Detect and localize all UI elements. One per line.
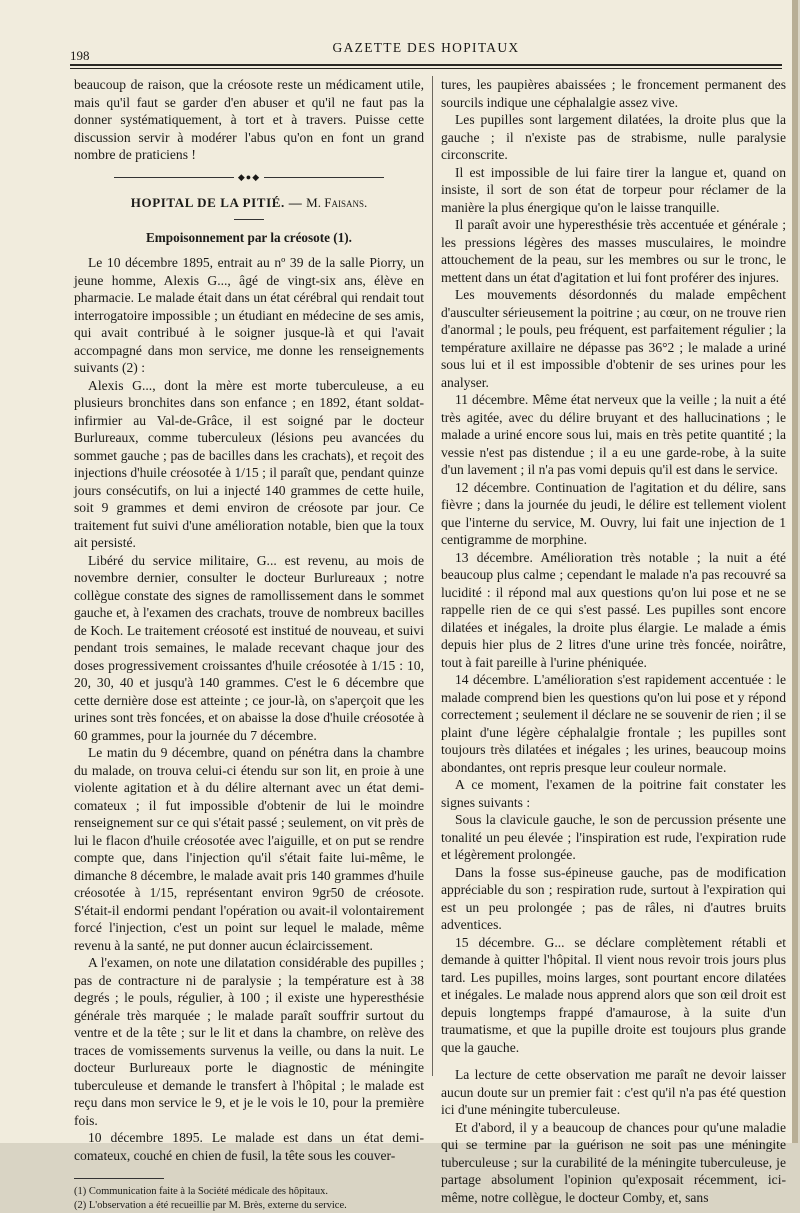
journal-title: GAZETTE DES HOPITAUX [332, 40, 520, 55]
hospital-heading [74, 194, 424, 212]
body-paragraph: 11 décembre. Même état nerveux que la veille ; la nuit a été très agitée, avec du délire bruyant et des hallucinations ; le malade a uriné encore sous lui, mais en très petite quantité ; la vessie n'est pas distendue ; il a eu une garde-robe, à la suite d'un lavement ; il n'a pas vomi depuis qu'il est dans le service. [441, 392, 786, 477]
body-paragraph: 15 décembre. G... se déclare complètement rétabli et demande à quitter l'hôpital. Il vient nous revoir trois jours plus tard. Les pupilles, moins larges, sont pourtant encore dilatées et inégales. Le malade nous apprend alors que son œil droit est depuis longtemps frappé d'amaurose, à la suite d'un traumatisme, et que la pupille droite est toujours plus grande que la gauche. [441, 934, 786, 1055]
body-paragraph: A ce moment, l'examen de la poitrine fait constater les signes suivants : [441, 777, 786, 810]
body-paragraph: Le matin du 9 décembre, quand on pénétra dans la chambre du malade, on trouva celui-ci étendu sur son lit, en proie à une violente agitation et à du délire alternant avec un état demi-comateux ; il fut impossible d'obtenir de lui le moindre renseignement sur ce qui s'était passé ; seulement, on vit près de lui le flacon d'huile créosotée avec l'aiguille, et on put se rendre compte que, dans l'injection qu'il s'était faite lui-même, le dimanche 8 décembre, le malade avait pris 140 grammes d'huile créosotée à 1/15, représentant environ 9gr50 de créosote. S'était-il endormi pendant l'opération ou avait-il volontairement forcé l'injection, c'est un point sur lequel le malade, même revenu à la santé, ne put donner aucun éclaircissement. [74, 745, 424, 953]
body-paragraph: A l'examen, on note une dilatation considérable des pupilles ; pas de contracture ni de paralysie ; la température est à 38 degrés ; le pouls, régulier, à 100 ; il existe une hyperesthésie générale très marquée ; le malade paraît souffrir surtout du ventre et de la tête ; sur le lit et dans la chambre, on relève des traces de vomissements survenus la veille, ou dans la nuit. Le docteur Burlureaux porte le diagnostic de méningite tuberculeuse et demande le transfert à l'hôpital ; le malade est reçu dans mon service le 9, et je le vois le 10, pour la première fois. [74, 955, 424, 1128]
hospital-name: HOPITAL DE LA PITIÉ. — [130, 195, 303, 210]
column-divider [432, 76, 433, 1076]
footnote: (2) L'observation a été recueillie par M. Brès, externe du service. [74, 1200, 347, 1211]
body-paragraph: Sous la clavicule gauche, le son de percussion présente une tonalité un peu élevée ; l'inspiration est rude, l'expiration rude et légèrement prolongée. [441, 812, 786, 862]
body-paragraph: Les pupilles sont largement dilatées, la droite plus que la gauche ; il n'existe pas de strabisme, nulle paralysie circonscrite. [441, 112, 786, 162]
body-paragraph: 12 décembre. Continuation de l'agitation et du délire, sans fièvre ; dans la journée du jeudi, le délire est tellement violent que l'interne du service, M. Ouvry, lui fait une injection de 1 centigramme de morphine. [441, 479, 786, 547]
header-rule [70, 64, 782, 66]
footnote: (1) Communication faite à la Société médicale des hôpitaux. [74, 1186, 328, 1197]
footnote-rule [74, 1178, 164, 1179]
body-paragraph: Le 10 décembre 1895, entrait au nº 39 de la salle Piorry, un jeune homme, Alexis G..., âgé de vingt-six ans, élève en pharmacie. Le malade était dans un état cérébral qui rendait tout interrogatoire impossible ; un étudiant en médecine de ses amis, qui avait contribué à le soigner jusque-là et qui l'avait accompagné dans mon service, me donne les renseignements suivants (2) : [74, 255, 424, 375]
section-separator: ◆●◆ [74, 169, 424, 187]
body-paragraph: tures, les paupières abaissées ; le froncement permanent des sourcils indique une céphalalgie assez vive. [441, 77, 786, 110]
body-paragraph: Il paraît avoir une hyperesthésie très accentuée et générale ; les pressions légères des masses musculaires, le moindre attouchement de la peau, sur les membres ou sur le tronc, le mettent dans un état d'agitation et lui font proférer des injures. [441, 217, 786, 285]
body-paragraph: Dans la fosse sus-épineuse gauche, pas de modification appréciable du son ; respiration rude, surtout à l'expiration qui est un peu prolongée ; pas de râles, ni d'autres bruits adventices. [441, 864, 786, 932]
body-paragraph: Libéré du service militaire, G... est revenu, au mois de novembre dernier, consulter le docteur Burlureaux ; notre collègue constate des signes de ramollissement dans le sommet gauche et, à l'examen des crachats, trouve de nombreux bacilles de Koch. Le traitement créosoté est institué de nouveau, et suivi pendant trois semaines, le malade recevant chaque jour des doses progressivement croissantes d'huile créosotée à 1/15 : 10, 20, 30, 40 et jusqu'à 140 grammes. C'est le 6 décembre que cette dernière dose est atteinte ; ce jour-là, on s'aperçoit que les urines sont très foncées, et on abaisse la dose d'huile créosotée à 60 grammes, pour la journée du 7 décembre. [74, 552, 424, 743]
article-title: Empoisonnement par la créosote (1). [146, 229, 352, 245]
body-paragraph: La lecture de cette observation me paraît ne devoir laisser aucun doute sur un premier fait : c'est qu'il n'a pas été question ici d'une méningite tuberculeuse. [441, 1067, 786, 1117]
body-paragraph: Les mouvements désordonnés du malade empêchent d'ausculter sérieusement la poitrine ; au cœur, on ne trouve rien d'anormal ; le pouls, peu fréquent, est parfaitement régulier ; la température axillaire ne dépasse pas 36°2 ; le malade a uriné sous lui et il est impossible d'obtenir de ses urines pour les analyser. [441, 287, 786, 390]
page-number: 198 [70, 48, 90, 63]
hospital-author: M. Faisans. [306, 195, 368, 210]
body-paragraph: Alexis G..., dont la mère est morte tuberculeuse, a eu plusieurs bronchites dans son enfance ; en 1892, étant soldat-infirmier au Val-de-Grâce, il est soigné par le docteur Burlureaux, comme tuberculeux (lésions peu avancées du sommet gauche ; pas de bacilles dans les crachats), et reçoit des injections d'huile créosotée à 1/15 ; il paraît que, pendant quinze jours consécutifs, on lui a injecté 140 grammes de cette huile, soit 9 grammes et demi environ de créosote par jour. Ce traitement fut suivi d'une amélioration notable, bien que la toux ait persisté. [74, 377, 424, 550]
short-rule [234, 219, 264, 220]
body-paragraph: Il est impossible de lui faire tirer la langue et, quand on insiste, il sort de son état de torpeur pour réclamer de la manière la plus énergique qu'on le laisse tranquille. [441, 164, 786, 215]
right-column [441, 76, 786, 1206]
body-paragraph: 13 décembre. Amélioration très notable ; la nuit a été beaucoup plus calme ; cependant le malade n'a pas recouvré sa lucidité : il répond mal aux questions qu'on lui pose et ne se rappelle rien de ce qui s'est passé. Les pupilles sont encore dilatées et inégales, la droite plus élargie. Le malade a émis depuis hier plus de 2 litres d'une urine très foncée, noirâtre, tout à fait pareille à l'urine phéniquée. [441, 549, 786, 670]
left-column [74, 76, 424, 1213]
paragraph-gap [441, 1056, 786, 1066]
page-header [70, 38, 782, 62]
header-rule-thin [70, 68, 782, 69]
body-paragraph: 10 décembre 1895. Le malade est dans un état demi-comateux, couché en chien de fusil, la tête sous les couver- [74, 1130, 424, 1163]
body-paragraph: Et d'abord, il y a beaucoup de chances pour qu'une maladie qui se termine par la guérison ne soit pas une méningite tuberculeuse ; sur la curabilité de la méningite tuberculeuse, je partage absolument l'opinion qu'exposait récemment, ici-même, notre collègue, le docteur Comby, et, sans [441, 1119, 786, 1205]
body-paragraph: 14 décembre. L'amélioration s'est rapidement accentuée : le malade comprend bien les questions qu'on lui pose et y répond correctement ; seulement il déclare ne se souvenir de rien ; il se plaint d'une légère céphalalgie frontale ; les pupilles sont toujours très dilatées et inégales ; les urines, beaucoup moins abondantes, ont repris presque leur couleur normale. [441, 672, 786, 775]
intro-paragraph: beaucoup de raison, que la créosote reste un médicament utile, mais qu'il faut se garder d'en abuser et qu'il ne faut pas la donner systématiquement, à tort et à travers. Puisse cette discussion servir à modérer l'abus qu'on en font un grand nombre de praticiens ! [74, 77, 424, 162]
